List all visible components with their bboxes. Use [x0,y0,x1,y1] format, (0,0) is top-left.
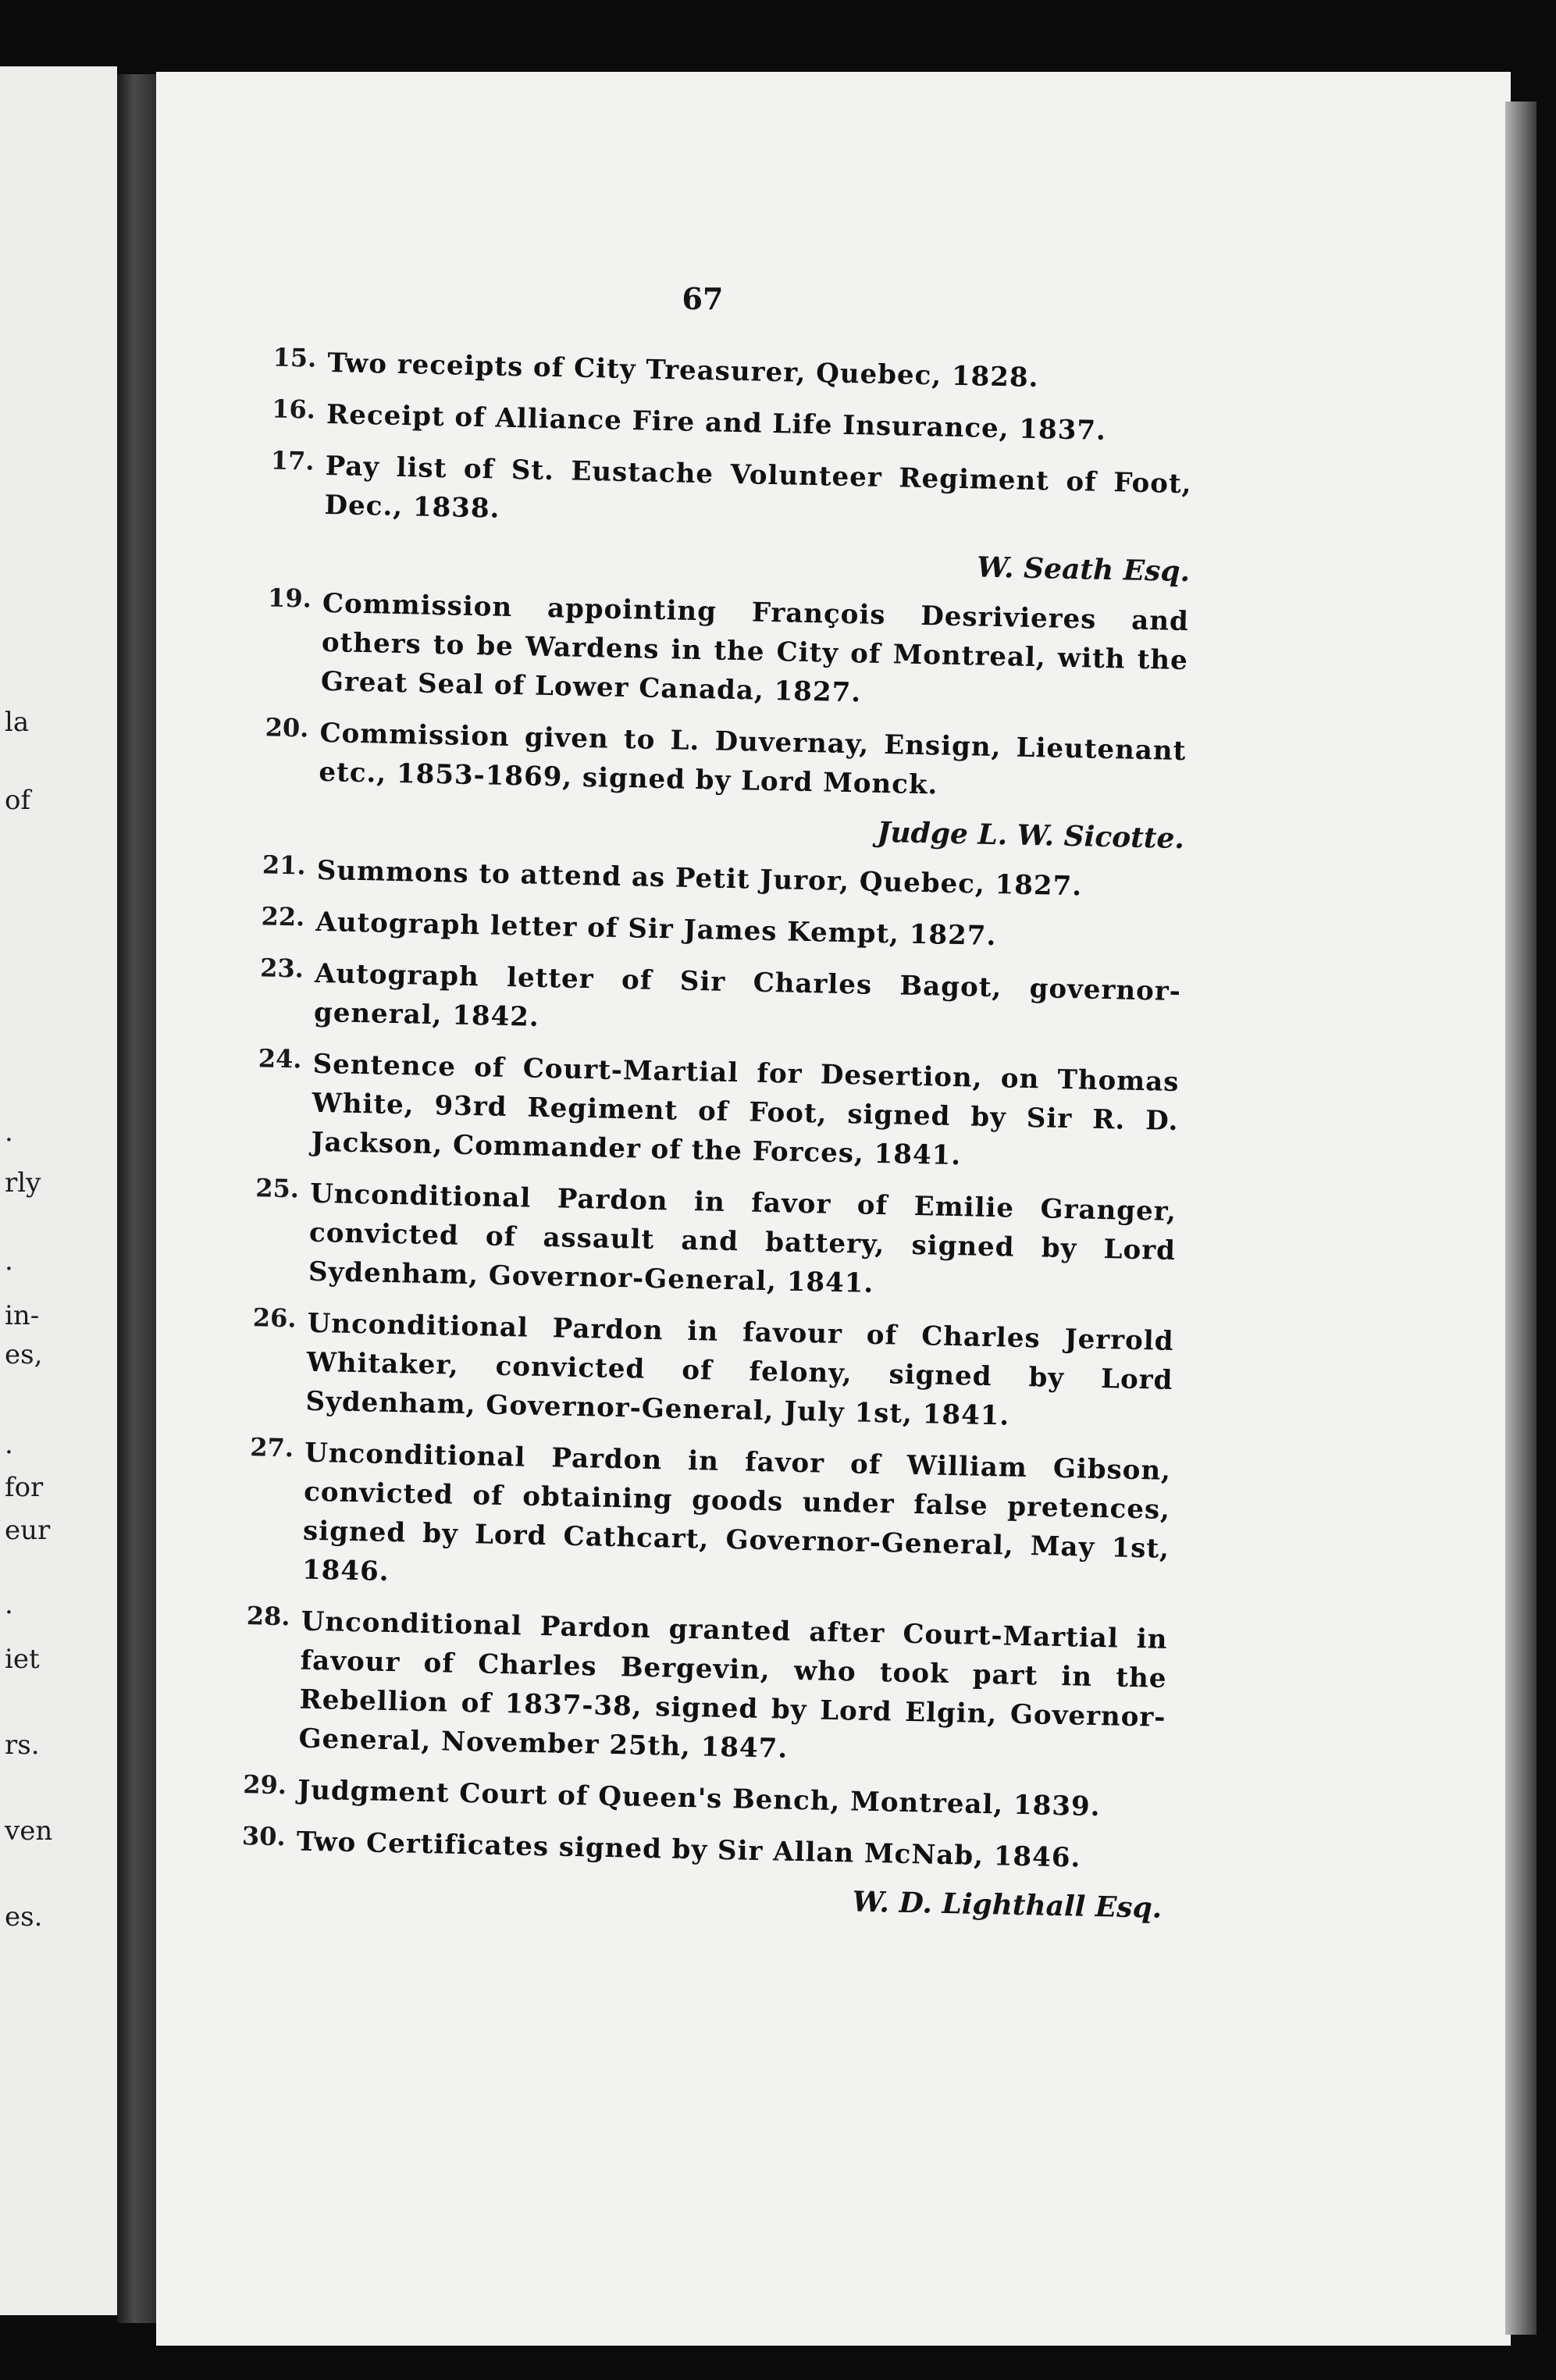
left-page-fragment: . [5,1117,13,1148]
entry-text: Pay list of St. Eustache Volunteer Regiment of Foot, Dec., 1838. [324,450,1192,525]
left-page-fragment: in- [5,1300,40,1331]
entry-text: Commission appointing François Desrivieres and others to be Wardens in the City of Montreal, with the Great Seal of Lower Canada, 1827. [320,587,1190,709]
entry-number: 23. [259,953,304,984]
book-gutter [117,74,159,2323]
page-number: 67 [682,281,724,316]
left-page-fragment: iet [5,1644,40,1675]
left-page-fragment: rly [5,1167,41,1199]
entry-text: Autograph letter of Sir James Kempt, 1827. [315,906,997,953]
left-page-fragment: la [5,707,30,738]
left-page-fragment: ven [5,1815,53,1847]
catalog-entry [261,901,1183,960]
entry-number: 30. [241,1821,287,1852]
entry-text: Two receipts of City Treasurer, Quebec, 1828. [327,347,1039,394]
entry-number: 28. [246,1601,290,1632]
catalog-entry [249,1432,1172,1608]
entry-text: Unconditional Pardon in favor of William Gibson, convicted of obtaining goods under false pretences, signed by Lord Cathcart, Governor-General, May 1st, 1846. [301,1437,1172,1587]
entry-text: Judgment Court of Queen's Bench, Montreal, 1839. [297,1774,1101,1823]
entry-text: Sentence of Court-Martial for Desertion, on Thomas White, 93rd Regiment of Foot, signed by Sir R. D. Jackson, Commander of the Forces, 1841. [311,1048,1180,1172]
left-page-fragment: for [5,1472,44,1503]
entry-number: 24. [258,1043,302,1074]
catalog-entry [265,712,1187,810]
entry-text: Autograph letter of Sir Charles Bagot, governor-general, 1842. [313,957,1182,1033]
left-page-fragment: eur [5,1515,51,1546]
entry-text: Two Certificates signed by Sir Allan McNab, 1846. [296,1826,1081,1874]
previous-page-edge [0,66,117,2315]
donor-attribution: W. Seath Esq. [976,550,1191,589]
entry-number: 17. [270,445,315,476]
entry-text: Unconditional Pardon in favour of Charles Jerrold Whitaker, convicted of felony, signed by Lord Sydenham, Governor-General, July 1st, 1841. [305,1307,1174,1432]
donor-attribution: W. D. Lighthall Esq. [852,1885,1163,1925]
catalog-entry [241,1821,1163,1879]
entry-text: Unconditional Pardon in favor of Emilie Granger, convicted of assault and battery, signed by Lord Sydenham, Governor-General, 1841. [308,1178,1177,1299]
entry-number: 22. [261,901,305,932]
left-page-fragment: . [5,1429,13,1460]
left-page-fragment: of [5,785,31,816]
catalog-entry [262,850,1184,908]
left-page-fragment: . [5,1589,13,1620]
entry-number: 27. [249,1432,294,1463]
catalog-entry [246,1601,1168,1776]
entry-number: 29. [242,1769,287,1801]
left-page-fragment: es. [5,1901,43,1933]
catalog-entry [259,953,1182,1050]
entry-number: 26. [252,1302,297,1334]
catalog-list [241,342,1195,1939]
catalog-entry [242,1769,1165,1828]
left-page-fragment: es, [5,1339,43,1370]
entry-number: 21. [262,850,307,881]
entry-number: 20. [265,712,309,743]
entry-number: 25. [255,1173,300,1204]
catalog-entry [271,394,1194,452]
catalog-entry [267,583,1190,719]
entry-text: Receipt of Alliance Fire and Life Insurance, 1837. [326,398,1107,447]
catalog-entry [258,1043,1180,1180]
donor-attribution: Judge L. W. Sicotte. [877,815,1185,856]
entry-text: Unconditional Pardon granted after Court-Martial in favour of Charles Bergevin, who took part in the Rebellion of 1837-38, signed by Lord Elgin, Governor-General, November 25th, 1847. [298,1605,1168,1765]
entry-number: 19. [267,583,312,614]
entry-number: 16. [271,394,316,425]
left-page-fragment: . [5,1245,13,1277]
entry-text: Summons to attend as Petit Juror, Quebec, 1827. [316,854,1083,903]
page-edge-shadow [1505,102,1536,2335]
left-page-fragment: rs. [5,1730,40,1761]
entry-number: 15. [272,342,317,373]
catalog-entry [252,1302,1174,1439]
catalog-entry [270,445,1192,543]
catalog-entry [255,1173,1177,1309]
entry-text: Commission given to L. Duvernay, Ensign, Lieutenant etc., 1853-1869, signed by Lord Monck. [319,717,1187,801]
